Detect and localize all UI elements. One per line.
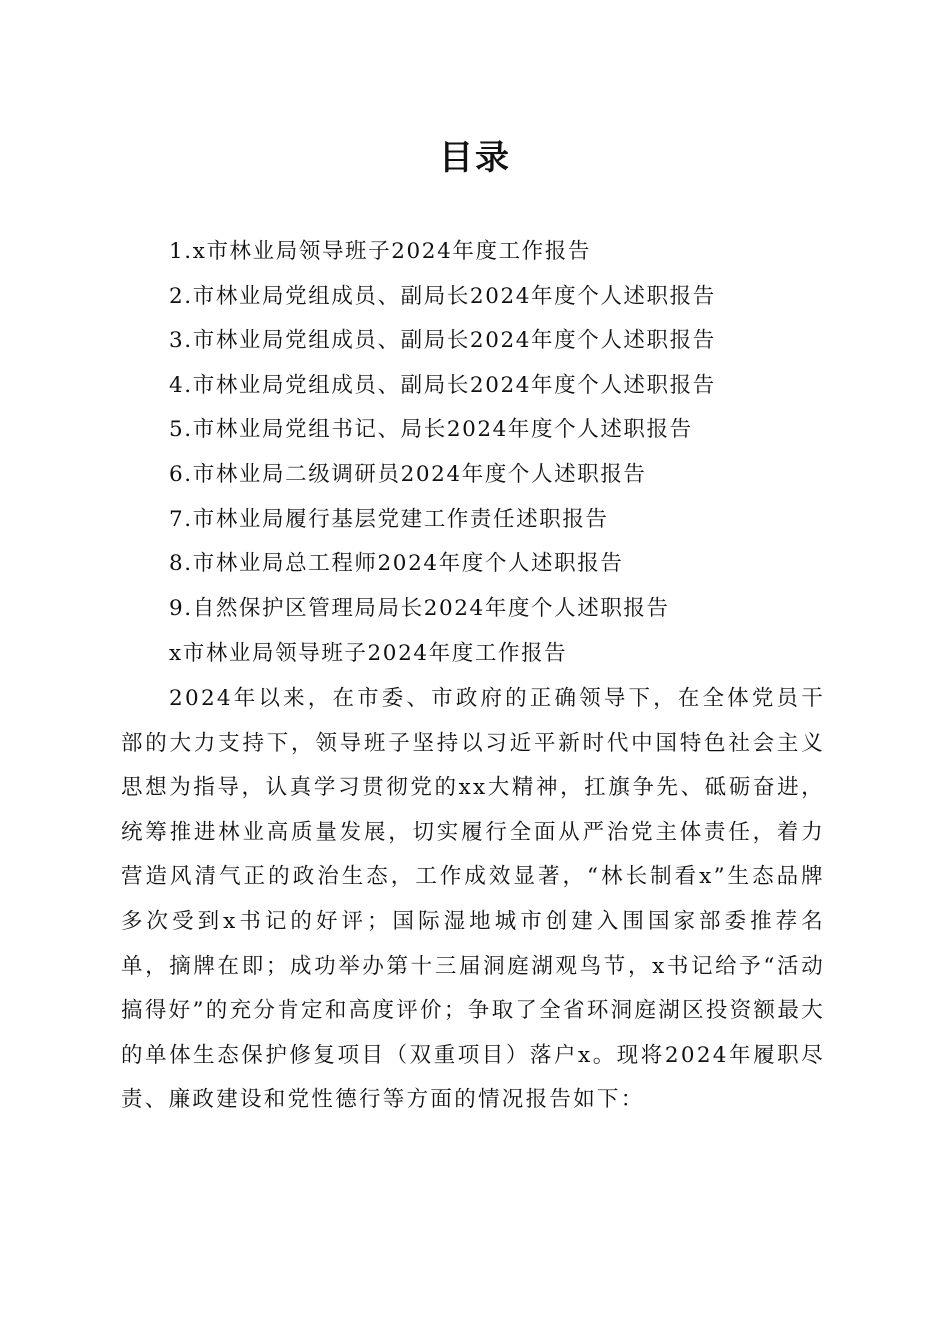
page-title: 目录 — [439, 138, 511, 178]
toc-item-7[interactable]: 7.市林业局履行基层党建工作责任述职报告 — [169, 506, 609, 532]
table-of-contents — [169, 230, 849, 631]
toc-item-6[interactable]: 6.市林业局二级调研员2024年度个人述职报告 — [169, 461, 647, 487]
section-heading: x市林业局领导班子2024年度工作报告 — [169, 641, 568, 666]
toc-item-5[interactable]: 5.市林业局党组书记、局长2024年度个人述职报告 — [169, 417, 693, 443]
toc-item-2[interactable]: 2.市林业局党组成员、副局长2024年度个人述职报告 — [169, 283, 716, 309]
toc-item-8[interactable]: 8.市林业局总工程师2024年度个人述职报告 — [169, 551, 624, 577]
toc-item-1[interactable]: 1.x市林业局领导班子2024年度工作报告 — [169, 239, 591, 264]
toc-item-9[interactable]: 9.自然保护区管理局局长2024年度个人述职报告 — [169, 595, 670, 621]
toc-item-4[interactable]: 4.市林业局党组成员、副局长2024年度个人述职报告 — [169, 372, 716, 398]
body-paragraph: 2024年以来，在市委、市政府的正确领导下，在全体党员干部的大力支持下，领导班子坚持以习近平新时代中国特色社会主义思想为指导，认真学习贯彻党的xx大精神，扛旗争先、砥砺奋进，统筹推进林业高质量发展，切实履行全面从严治党主体责任，着力营造风清气正的政治生态，工作成效显著，“林长制看x”生态品牌多次受到x书记的好评；国际湿地城市创建入围国家部委推荐名单，摘牌在即；成功举办第十三届洞庭湖观鸟节，x书记给予“活动搞得好”的充分肯定和高度评价；争取了全省环洞庭湖区投资额最大的单体生态保护修复项目（双重项目）落户x。现将2024年履职尽责、廉政建设和党性德行等方面的情况报告如下： — [121, 686, 825, 1113]
toc-item-3[interactable]: 3.市林业局党组成员、副局长2024年度个人述职报告 — [169, 328, 716, 354]
